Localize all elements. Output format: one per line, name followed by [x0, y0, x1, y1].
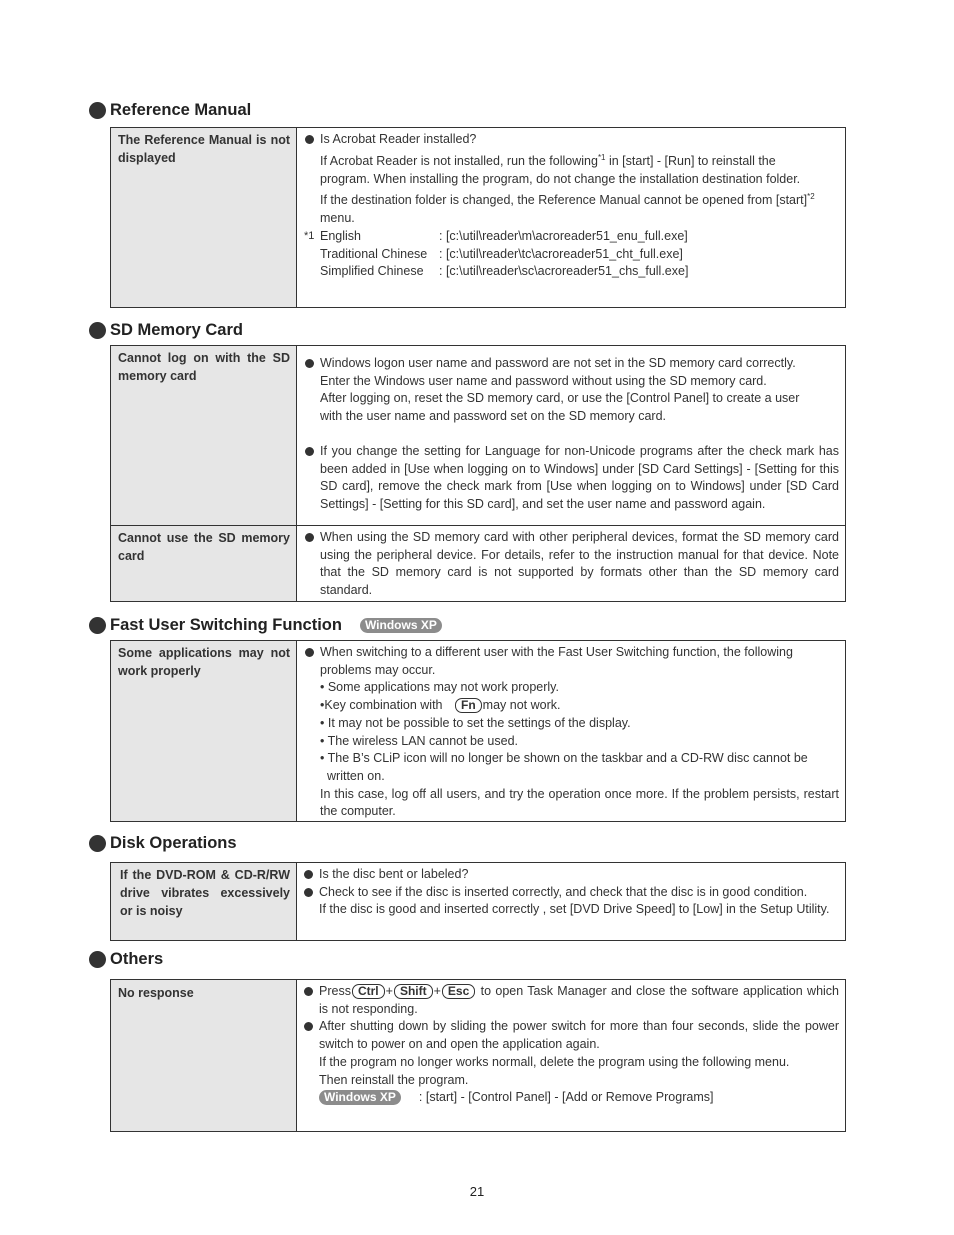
fast-user-switching-heading: Fast User Switching Function Windows XP — [89, 614, 442, 636]
reference-manual-table — [110, 127, 846, 308]
solution-cell: Windows logon user name and password are not set in the SD memory card correctly. Enter the Windows user name and password without using the SD memory card. After logging on, reset the SD memory card, or use the [Control Panel] to create a user with the user name and password set on the SD memory card. If you change the setting for Language for non-Unicode programs after the check mark has been added in [Use when logging on to Windows] under [SD Card Settings] - [Setting for this SD card], remove the check mark from [Use when logging on to Windows] under [SD Card Settings] - [Setting for this SD card], and set the user name and password again. — [297, 346, 846, 526]
bullet-icon — [89, 835, 106, 852]
problem-label: Cannot log on with the SD memory card — [111, 346, 297, 526]
solution-cell: When switching to a different user with the Fast User Switching function, the following problems may occur. • Some applications may not work properly. •Key combination with Fn may not work. • It may not be possible to set the settings of the display. • The wireless LAN cannot be used. • The B’s CLiP icon will no longer be shown on the taskbar and a CD-RW disc cannot be written on. In this case, log off all users, and try the operation once more. If the problem persists, restart the computer. — [297, 641, 846, 822]
page-number: 21 — [469, 1184, 485, 1199]
others-heading: Others — [89, 948, 163, 970]
bullet-icon — [89, 102, 106, 119]
shift-key-icon: Shift — [394, 984, 433, 999]
disk-operations-heading: Disk Operations — [89, 832, 237, 854]
windows-xp-badge: Windows XP — [319, 1090, 401, 1105]
problem-label: Cannot use the SD memory card — [111, 526, 297, 602]
others-table — [110, 979, 846, 1132]
problem-label: No response — [111, 980, 297, 1132]
solution-cell: Is Acrobat Reader installed? If Acrobat Reader is not installed, run the following$^{*1}$ in [start] - [Run] to reinstall the program. When installing the program, do not change the installation destination folder. If the destination folder is changed, the Reference Manual cannot be opened from [start]$^{*2}$ menu. *1 English : [c:\util\reader\m\acroreader51_enu_full.exe] Traditional Chinese : [c:\util\reader\tc\acroreader51_cht_full.exe] Simplified Chinese : [c:\util\reader\sc\acroreader51_chs_full.exe] — [297, 128, 846, 308]
fn-key-icon: Fn — [455, 698, 482, 713]
solution-cell: Is the disc bent or labeled? Check to see if the disc is inserted correctly, and check that the disc is in good condition. If the disc is good and inserted correctly , set [DVD Drive Speed] to [Low] in the Setup Utility. — [297, 863, 846, 941]
bullet-icon — [89, 951, 106, 968]
problem-label: If the DVD-ROM & CD-R/RW drive vibrates excessively or is noisy — [111, 863, 297, 941]
fast-user-switching-table — [110, 640, 846, 822]
esc-key-icon: Esc — [442, 984, 475, 999]
bullet-icon — [89, 322, 106, 339]
solution-bullet: Is Acrobat Reader installed? — [304, 131, 839, 149]
disk-operations-table — [110, 862, 846, 941]
footnote-list: *1 English : [c:\util\reader\m\acroreader51_enu_full.exe] Traditional Chinese : [c:\util\reader\tc\acroreader51_cht_full.exe] Simplified Chinese : [c:\util\reader\sc\acroreader51_chs_full.exe] — [304, 228, 689, 279]
windows-xp-badge: Windows XP — [360, 618, 442, 633]
reference-manual-heading: Reference Manual — [89, 99, 251, 121]
bullet-icon — [89, 617, 106, 634]
solution-cell: When using the SD memory card with other peripheral devices, format the SD memory card using the peripheral device. For details, refer to the instruction manual for that device. Note that the SD memory card is not supported by formats other than the SD memory card standard. — [297, 526, 846, 602]
problem-label: The Reference Manual is not displayed — [111, 128, 297, 308]
sd-memory-card-table — [110, 345, 846, 602]
sd-memory-card-heading: SD Memory Card — [89, 319, 243, 341]
ctrl-key-icon: Ctrl — [352, 984, 385, 999]
problem-label: Some applications may not work properly — [111, 641, 297, 822]
solution-cell: Press Ctrl + Shift + Esc to open Task Manager and close the software application which is not responding. After shutting down by sliding the power switch for more than four seconds, slide the power switch to power on and open the application again. If the program no longer works normall, delete the program using the following menu. Then reinstall the program. Windows XP : [start] - [Control Panel] - [Add or Remove Programs] — [297, 980, 846, 1132]
